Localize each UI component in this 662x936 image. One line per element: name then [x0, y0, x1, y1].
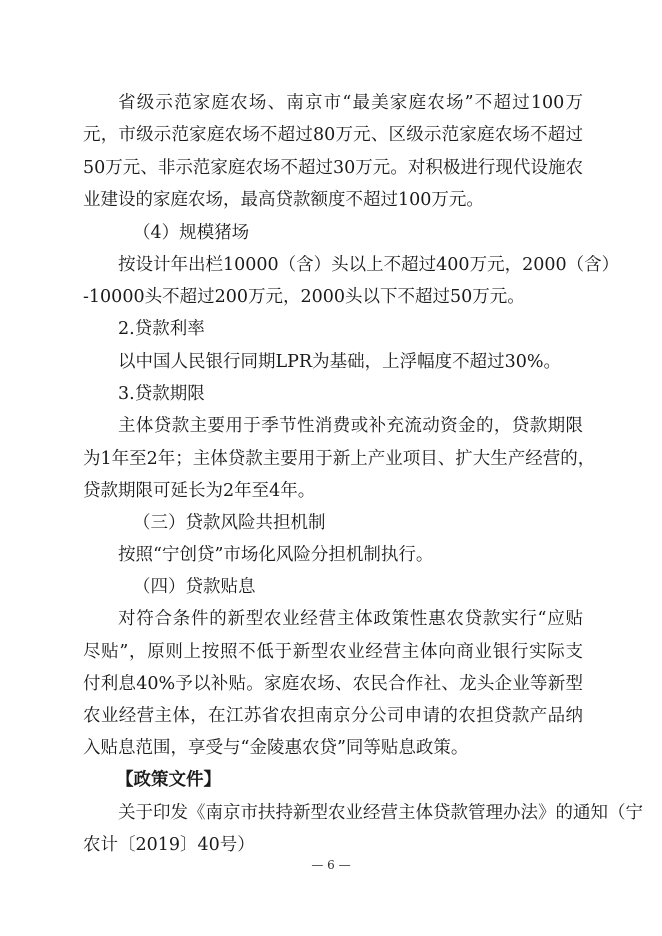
page-number: — 6 —	[311, 858, 351, 872]
paragraph-line: 入贴息范围，享受与“金陵惠农贷”同等贴息政策。	[83, 738, 469, 758]
paragraph-line: 付利息40%予以补贴。家庭农场、农民合作社、龙头企业等新型	[83, 674, 583, 694]
policy-files-heading: 【政策文件】	[116, 770, 221, 790]
section-heading: 2.贷款利率	[118, 319, 205, 339]
paragraph-line: 按设计年出栏10000（含）头以上不超过400万元，2000（含）	[118, 255, 620, 275]
paragraph-line: 业建设的家庭农场，最高贷款额度不超过100万元。	[83, 190, 484, 210]
policy-file-title: 关于印发《南京市扶持新型农业经营主体贷款管理办法》的通知（宁	[118, 803, 643, 823]
section-heading: 3.贷款期限	[118, 384, 205, 404]
paragraph-line: 农业经营主体，在江苏省农担南京分公司申请的农担贷款产品纳	[83, 706, 583, 726]
paragraph-line: 省级示范家庭农场、南京市“最美家庭农场”不超过100万	[118, 93, 583, 113]
section-heading: （三）贷款风险共担机制	[133, 513, 326, 533]
paragraph-line: 主体贷款主要用于季节性消费或补充流动资金的，贷款期限	[118, 416, 583, 436]
paragraph-line: 按照“宁创贷”市场化风险分担机制执行。	[118, 545, 434, 565]
paragraph-line: 元，市级示范家庭农场不超过80万元、区级示范家庭农场不超过	[83, 125, 583, 145]
paragraph-line: 贷款期限可延长为2年至4年。	[83, 481, 316, 501]
paragraph-line: 对符合条件的新型农业经营主体政策性惠农贷款实行“应贴	[118, 609, 583, 629]
paragraph-line: 50万元、非示范家庭农场不超过30万元。对积极进行现代设施农	[83, 158, 583, 178]
paragraph-line: 为1年至2年；主体贷款主要用于新上产业项目、扩大生产经营的，	[83, 449, 596, 469]
section-heading: （4）规模猪场	[133, 223, 250, 243]
policy-file-title: 农计〔2019〕40号）	[83, 835, 255, 855]
paragraph-line: 以中国人民银行同期LPR为基础，上浮幅度不超过30%。	[118, 352, 561, 372]
paragraph-line: -10000头不超过200万元，2000头以下不超过50万元。	[83, 287, 525, 307]
section-heading: （四）贷款贴息	[133, 577, 256, 597]
paragraph-line: 尽贴”，原则上按照不低于新型农业经营主体向商业银行实际支	[83, 642, 583, 662]
